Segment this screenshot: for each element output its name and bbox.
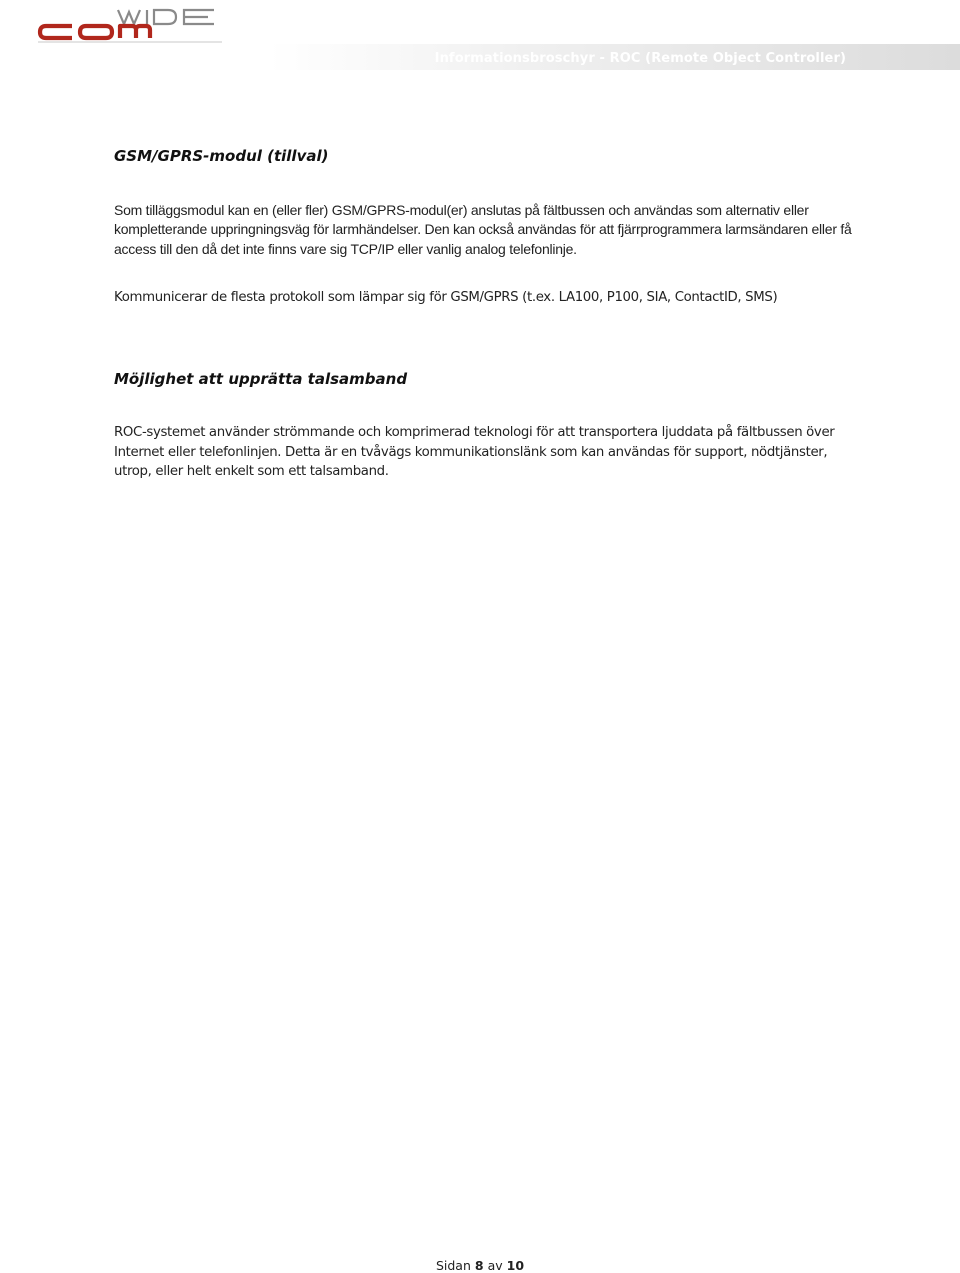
talsamband-paragraph: ROC-systemet använder strömmande och komprimerad teknologi för att transportera ljuddata på fältbussen över Internet eller telefonlinjen. Detta är en tvåvägs kommunikationslänk som kan användas för support, nödtjänster, utrop, eller helt enkelt som ett talsamband. [114, 425, 835, 480]
header-title: Informationsbroschyr - ROC (Remote Object Controller) [434, 51, 846, 66]
footer-prefix: Sidan [435, 1258, 471, 1273]
gsm-description-paragraph: Som tilläggsmodul kan en (eller fler) GSM/GPRS-modul(er) anslutas på fältbussen och användas som alternativ eller kompletterande uppringningsväg för larmhändelser. Den kan också användas för att fjärrprogrammera larmsändaren eller få access till den då det inte finns vare sig TCP/IP eller vanlig analog telefonlinje. [114, 202, 852, 257]
page-footer [0, 1258, 960, 1273]
section-heading-gsm: GSM/GPRS-modul (tillval) [114, 147, 329, 165]
footer-current-page: 8 [474, 1258, 484, 1273]
comwide-logo [36, 4, 226, 46]
footer-total-pages: 10 [506, 1258, 525, 1273]
gsm-protocols-paragraph: Kommunicerar de flesta protokoll som lämpar sig för GSM/GPRS (t.ex. LA100, P100, SIA, ContactID, SMS) [114, 290, 778, 305]
section-heading-talsamband: Möjlighet att upprätta talsamband [114, 370, 408, 388]
footer-separator: av [487, 1258, 503, 1273]
